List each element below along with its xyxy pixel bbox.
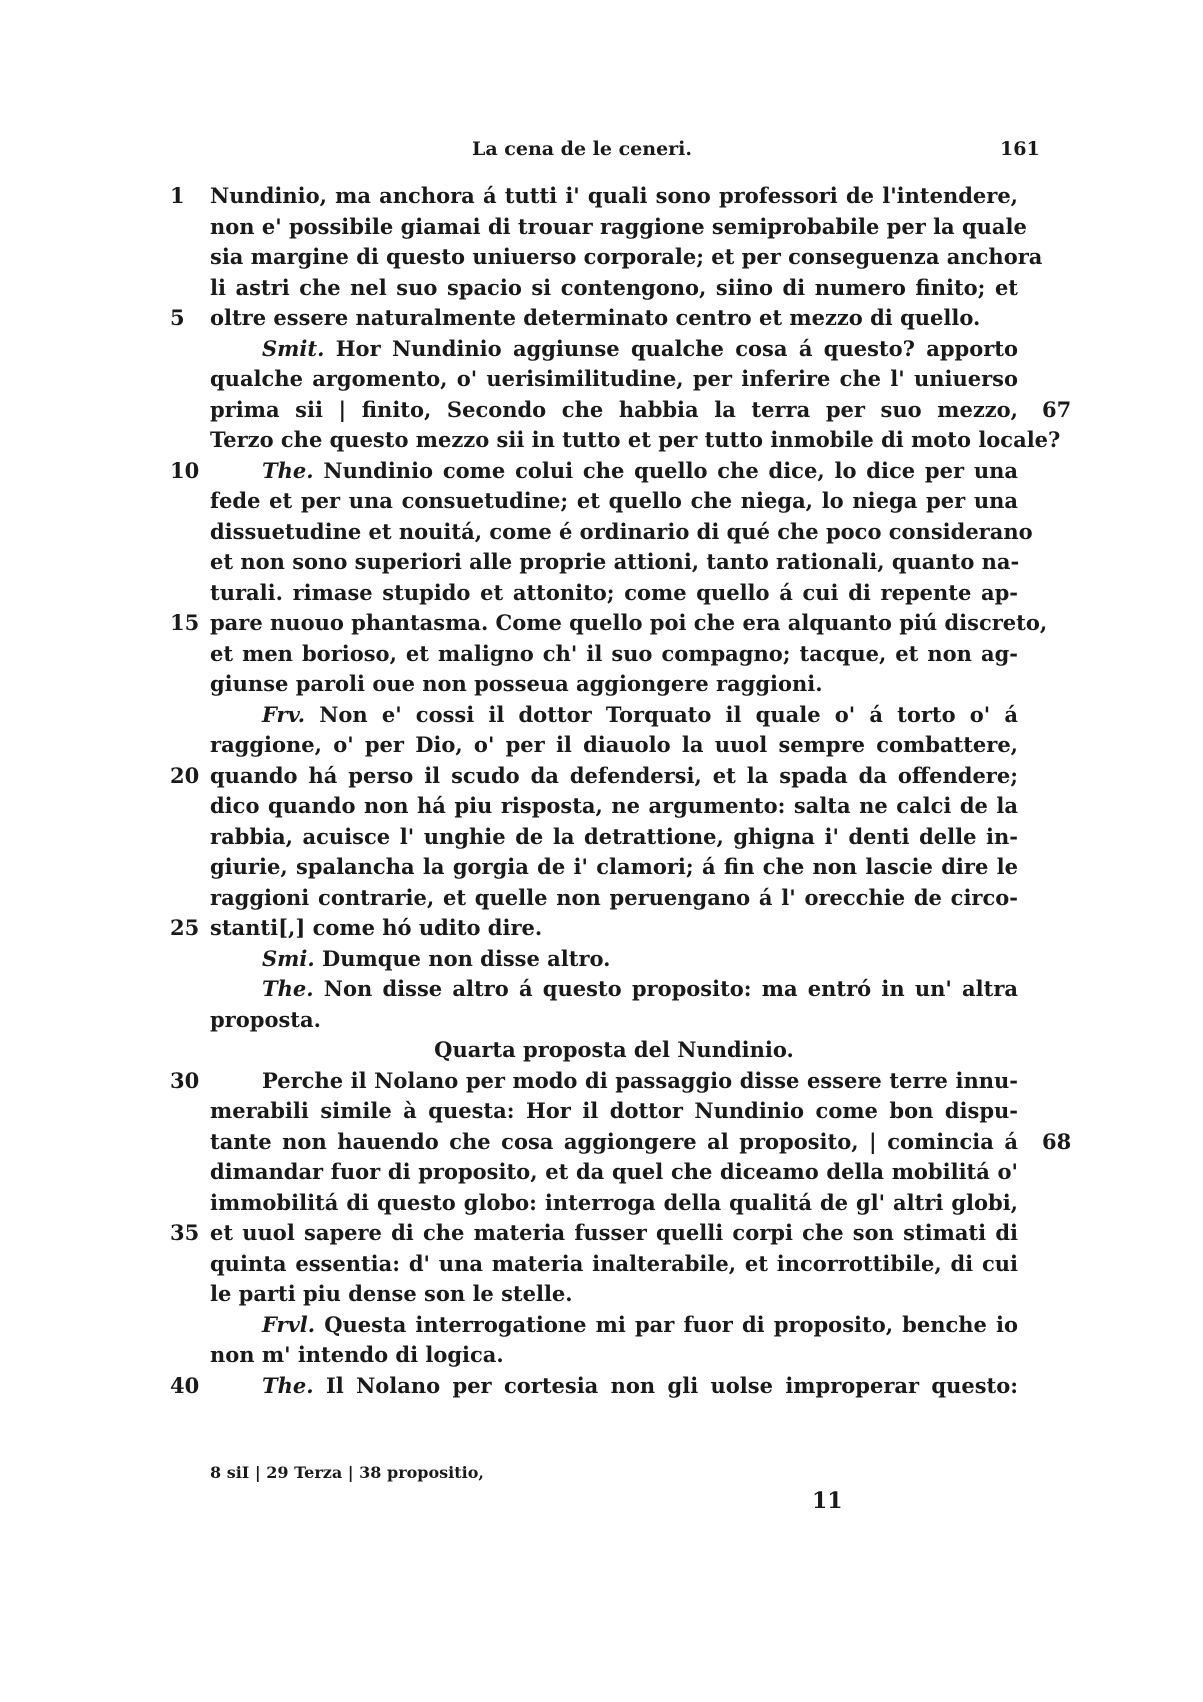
line-text: [262, 700, 1018, 731]
line-number: 10: [170, 457, 200, 483]
line-text: [262, 974, 1018, 1005]
line-content: non m' intendo di logica.: [210, 1342, 504, 1367]
line-text: [210, 1340, 1018, 1371]
speaker-name: The.: [262, 1372, 314, 1398]
line-content: Non e' cossi il dottor Torquato il quale o' á torto o' á: [319, 701, 1018, 727]
sheet-number: 11: [812, 1488, 843, 1514]
line-text: [210, 486, 1018, 517]
text-line: [0, 913, 1203, 944]
line-content: dico quando non há piu risposta, ne argumento: salta ne calci de la: [210, 793, 1018, 818]
line-number: 40: [170, 1372, 200, 1398]
line-text: [210, 1096, 1018, 1127]
text-line: [0, 1279, 1203, 1310]
text-line: [0, 303, 1203, 334]
text-line: [0, 425, 1203, 456]
line-number: 1: [170, 183, 185, 208]
line-content: stanti[,] come hó udito dire.: [210, 915, 543, 940]
line-content: proposta.: [210, 1006, 321, 1032]
line-text: [210, 578, 1018, 609]
line-content: prima sii | finito, Secondo che habbia la terra per suo mezzo,: [210, 396, 1018, 422]
line-content: et uuol sapere di che materia fusser quelli corpi che son stimati di: [210, 1220, 1018, 1245]
line-content: quinta essentia: d' una materia inalterabile, et incorrottibile, di cui: [210, 1250, 1018, 1276]
text-line: [0, 1218, 1203, 1249]
line-text: [210, 1188, 1018, 1219]
margin-page-ref: 68: [1042, 1128, 1072, 1154]
line-content: Questa interrogatione mi par fuor di proposito, benche io: [324, 1311, 1018, 1337]
line-content: Perche il Nolano per modo di passaggio disse essere terre innu-: [262, 1067, 1018, 1093]
page-number: 161: [1000, 138, 1040, 160]
text-line: [0, 883, 1203, 914]
line-text: [210, 730, 1018, 761]
line-content: pare nuouo phantasma. Come quello poi che era alquanto piú discreto,: [210, 610, 1048, 635]
line-text: [210, 1279, 1018, 1310]
text-line: [0, 1096, 1203, 1127]
running-head: [0, 138, 1203, 168]
line-text: [210, 1127, 1018, 1158]
text-line: [0, 364, 1203, 395]
line-number: 15: [170, 610, 200, 635]
text-line: [0, 1066, 1203, 1097]
line-text: [262, 944, 1018, 975]
line-text: [262, 334, 1018, 365]
line-text: [210, 547, 1018, 578]
text-line: [0, 181, 1203, 212]
line-text: [210, 212, 1027, 243]
speaker-name: The.: [262, 976, 314, 1001]
text-line: [0, 730, 1203, 761]
line-content: Non disse altro á questo proposito: ma entró in un' altra: [323, 976, 1018, 1001]
line-text: [210, 1249, 1018, 1280]
line-content: dimandar fuor di proposito, et da quel che diceamo della mobilitá o': [210, 1159, 1018, 1184]
line-text: [210, 181, 1018, 212]
text-line: [0, 456, 1203, 487]
text-line: [0, 669, 1203, 700]
speaker-name: Frv.: [262, 701, 306, 727]
text-line: [0, 334, 1203, 365]
margin-page-ref: 67: [1042, 396, 1072, 422]
text-line: [0, 1249, 1203, 1280]
speaker-name: Frvl.: [262, 1311, 316, 1337]
line-text: [262, 456, 1018, 487]
line-content: et men borioso, et maligno ch' il suo compagno; tacque, et non ag-: [210, 640, 1018, 666]
text-line: [0, 212, 1203, 243]
speaker-name: Smit.: [262, 335, 325, 361]
line-text: [210, 822, 1018, 853]
text-line: [0, 852, 1203, 883]
line-text: [210, 395, 1018, 426]
line-content: qualche argomento, o' uerisimilitudine, per inferire che l' uniuerso: [210, 366, 1018, 391]
text-line: [0, 547, 1203, 578]
line-text: [262, 1310, 1018, 1341]
text-line: [0, 608, 1203, 639]
line-number: 35: [170, 1220, 200, 1245]
line-text: [210, 273, 1018, 304]
line-content: turali. rimase stupido et attonito; come quello á cui di repente ap-: [210, 579, 1018, 605]
text-line: [0, 486, 1203, 517]
line-content: raggioni contrarie, et quelle non peruengano á l' orecchie de circo-: [210, 884, 1018, 910]
line-text: [210, 303, 1018, 334]
speaker-name: Smi.: [262, 945, 315, 971]
line-text: [262, 1371, 1018, 1402]
text-body: [0, 181, 1203, 1401]
running-title: La cena de le ceneri.: [472, 138, 692, 160]
line-content: Dumque non disse altro.: [322, 945, 611, 971]
line-content: sia margine di questo uniuerso corporale; et per conseguenza anchora: [210, 244, 1043, 269]
line-content: Terzo che questo mezzo sii in tutto et per tutto inmobile di moto locale?: [210, 427, 1061, 452]
text-line: [0, 639, 1203, 670]
line-number: 20: [170, 762, 200, 788]
line-content: Hor Nundinio aggiunse qualche cosa á questo? apporto: [335, 335, 1018, 361]
line-content: Quarta proposta del Nundinio.: [434, 1037, 794, 1062]
line-text: [262, 1066, 1018, 1097]
text-line: [0, 974, 1203, 1005]
text-line: [0, 578, 1203, 609]
line-text: [210, 883, 1018, 914]
line-number: 5: [170, 305, 185, 330]
text-line: [0, 1127, 1203, 1158]
line-content: giurie, spalancha la gorgia de i' clamori; á fin che non lascie dire le: [210, 854, 1018, 879]
line-content: oltre essere naturalmente determinato centro et mezzo di quello.: [210, 305, 981, 330]
line-text: [210, 1005, 1018, 1036]
text-line: [0, 791, 1203, 822]
line-content: Nundinio, ma anchora á tutti i' quali sono professori de l'intendere,: [210, 183, 1018, 208]
line-content: merabili simile à questa: Hor il dottor Nundinio come bon dispu-: [210, 1098, 1018, 1123]
text-line: [0, 1157, 1203, 1188]
speaker-name: The.: [262, 457, 314, 483]
line-text: [210, 425, 1061, 456]
line-content: li astri che nel suo spacio si contengono, siino di numero finito; et: [210, 274, 1018, 300]
text-line: [0, 1371, 1203, 1402]
line-text: [210, 608, 1048, 639]
line-content: giunse paroli oue non posseua aggiongere raggioni.: [210, 671, 823, 696]
text-line: [0, 944, 1203, 975]
line-content: rabbia, acuisce l' unghie de la detrattione, ghigna i' denti delle in-: [210, 823, 1018, 849]
footnote: 8 siI | 29 Terza | 38 propositio,: [210, 1463, 484, 1482]
line-content: immobilitá di questo globo: interroga della qualitá de gl' altri globi,: [210, 1189, 1018, 1215]
text-line: [0, 761, 1203, 792]
line-text: [210, 669, 1018, 700]
line-text: [210, 1218, 1018, 1249]
line-content: tante non hauendo che cosa aggiongere al proposito, | comincia á: [210, 1128, 1018, 1154]
text-line: [0, 1035, 1203, 1066]
line-number: 30: [170, 1067, 200, 1093]
line-content: Nundinio come colui che quello che dice, lo dice per una: [323, 457, 1018, 483]
line-content: Il Nolano per cortesia non gli uolse improperar questo:: [325, 1372, 1018, 1398]
line-text: [210, 791, 1018, 822]
text-line: [0, 242, 1203, 273]
text-line: [0, 1188, 1203, 1219]
line-text: [210, 1157, 1018, 1188]
text-line: [0, 822, 1203, 853]
line-content: fede et per una consuetudine; et quello che niega, lo niega per una: [210, 488, 1018, 513]
text-line: [0, 1310, 1203, 1341]
line-text: [210, 639, 1018, 670]
line-content: raggione, o' per Dio, o' per il diauolo la uuol sempre combattere,: [210, 732, 1018, 757]
text-line: [0, 273, 1203, 304]
text-line: [0, 517, 1203, 548]
line-text: [210, 913, 1018, 944]
line-text: [210, 242, 1043, 273]
section-heading: [210, 1035, 1018, 1066]
line-content: et non sono superiori alle proprie attioni, tanto rationali, quanto na-: [210, 549, 1020, 574]
line-number: 25: [170, 915, 200, 940]
text-line: [0, 700, 1203, 731]
line-content: quando há perso il scudo da defendersi, et la spada da offendere;: [210, 762, 1018, 788]
line-text: [210, 517, 1033, 548]
text-line: [0, 1340, 1203, 1371]
text-line: [0, 1005, 1203, 1036]
text-line: [0, 395, 1203, 426]
line-content: le parti piu dense son le stelle.: [210, 1281, 573, 1306]
line-content: dissuetudine et nouitá, come é ordinario di qué che poco considerano: [210, 518, 1033, 544]
line-content: non e' possibile giamai di trouar raggione semiprobabile per la quale: [210, 213, 1027, 239]
line-text: [210, 852, 1018, 883]
line-text: [210, 364, 1018, 395]
line-text: [210, 761, 1018, 792]
